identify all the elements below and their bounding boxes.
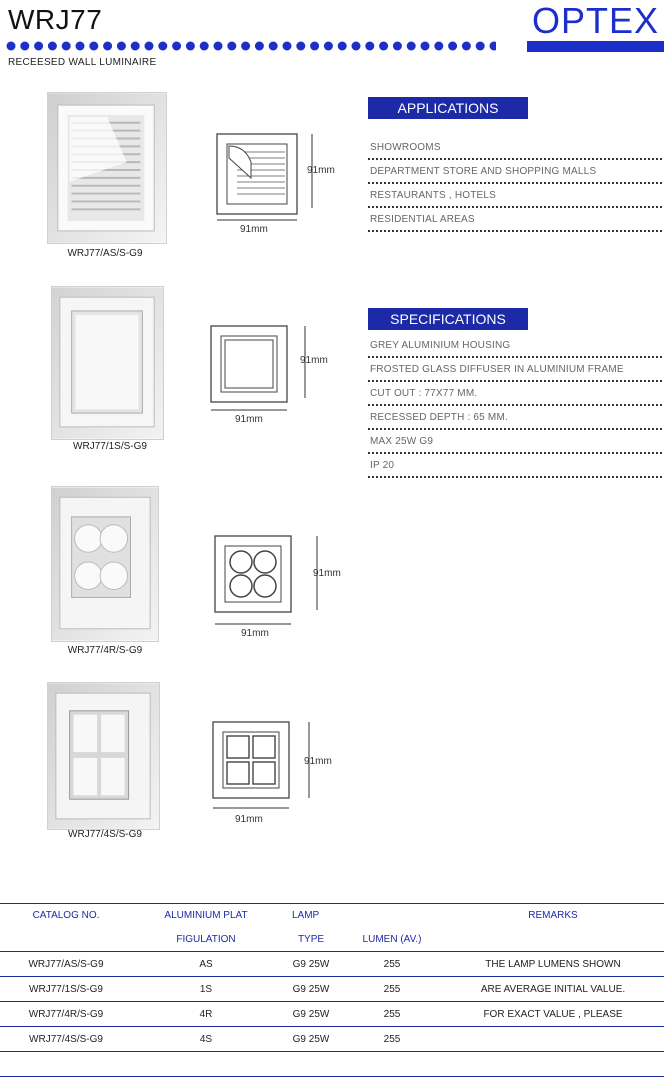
divider-dot — [172, 42, 181, 51]
divider-dot — [476, 42, 485, 51]
divider-dot — [379, 42, 388, 51]
header-cell — [442, 927, 664, 952]
table-cell: 4R — [199, 1008, 213, 1020]
specification-item: MAX 25W G9 — [368, 430, 662, 454]
dim-width: 91mm — [241, 628, 269, 639]
divider-dot — [62, 42, 71, 51]
dim-height: 91mm — [307, 165, 335, 176]
table-row — [0, 1027, 664, 1052]
divider-dot — [269, 42, 278, 51]
header-cell: CATALOG NO. — [32, 909, 100, 921]
application-item: RESTAURANTS , HOTELS — [368, 184, 662, 208]
divider-dot — [283, 42, 292, 51]
table-cell: G9 25W — [292, 983, 330, 995]
table-cell: 4S — [199, 1033, 213, 1045]
table-cell: 1S — [199, 983, 213, 995]
table-cell: WRJ77/4S/S-G9 — [29, 1033, 103, 1045]
table-cell: G9 25W — [292, 1033, 330, 1045]
product-caption: WRJ77/4S/S-G9 — [68, 829, 142, 840]
dim-width: 91mm — [240, 224, 268, 235]
divider-dot — [7, 42, 16, 51]
application-item: RESIDENTIAL AREAS — [368, 208, 662, 232]
specification-item: GREY ALUMINIUM HOUSING — [368, 334, 662, 358]
divider-dot — [462, 42, 471, 51]
product-photo-louvre — [47, 92, 167, 244]
product-photo-single — [51, 286, 164, 440]
dot-divider — [6, 41, 496, 51]
header-cell: REMARKS — [528, 909, 578, 921]
brand-bar — [527, 41, 664, 52]
table-row — [0, 952, 664, 977]
dimension-drawing-square4 — [205, 712, 350, 827]
applications-heading: APPLICATIONS — [368, 97, 528, 119]
specification-item: FROSTED GLASS DIFFUSER IN ALUMINIUM FRAME — [368, 358, 662, 382]
table-cell: 255 — [383, 1033, 401, 1045]
divider-dot — [490, 42, 497, 51]
table-cell: G9 25W — [292, 958, 330, 970]
dimension-drawing-louvre — [205, 118, 350, 238]
divider-dot — [89, 42, 98, 51]
header-cell: LUMEN (AV.) — [362, 933, 422, 945]
divider-dot — [255, 42, 264, 51]
header-cell: LAMP — [292, 909, 320, 921]
dim-height: 91mm — [313, 568, 341, 579]
table-cell: WRJ77/4R/S-G9 — [28, 1008, 104, 1020]
header-cell: TYPE — [297, 933, 325, 945]
product-photo-square4 — [47, 682, 160, 830]
page-subtitle: RECEESED WALL LUMINAIRE — [8, 57, 157, 68]
divider-dot — [352, 42, 361, 51]
product-photo-round4 — [51, 486, 159, 642]
table-cell: G9 25W — [292, 1008, 330, 1020]
table-cell: THE LAMP LUMENS SHOWN — [485, 958, 621, 970]
specification-item: IP 20 — [368, 454, 662, 478]
dim-width: 91mm — [235, 414, 263, 425]
divider-dot — [186, 42, 195, 51]
table-cell: 255 — [383, 983, 401, 995]
specification-item: RECESSED DEPTH : 65 MM. — [368, 406, 662, 430]
specification-item: CUT OUT : 77X77 MM. — [368, 382, 662, 406]
divider-dot — [34, 42, 43, 51]
table-cell: FOR EXACT VALUE , PLEASE — [483, 1008, 623, 1020]
divider-dot — [338, 42, 347, 51]
table-cell: ARE AVERAGE INITIAL VALUE. — [480, 983, 626, 995]
table-row — [0, 977, 664, 1002]
dim-height: 91mm — [304, 756, 332, 767]
divider-dot — [48, 42, 57, 51]
divider-dot — [393, 42, 402, 51]
product-caption: WRJ77/4R/S-G9 — [67, 645, 143, 656]
table-header-row — [0, 903, 664, 927]
catalog-table — [0, 903, 664, 1077]
table-header-row — [0, 927, 664, 952]
header-cell — [0, 927, 132, 952]
header-cell: ALUMINIUM PLAT — [164, 909, 248, 921]
divider-dot — [421, 42, 430, 51]
divider-dot — [296, 42, 305, 51]
application-item: DEPARTMENT STORE AND SHOPPING MALLS — [368, 160, 662, 184]
header-cell: FIGULATION — [176, 933, 236, 945]
dim-width: 91mm — [235, 814, 263, 825]
divider-dot — [117, 42, 126, 51]
application-item: SHOWROOMS — [368, 136, 662, 160]
table-cell: 255 — [383, 1008, 401, 1020]
dimension-drawing-single — [205, 318, 350, 428]
divider-dot — [365, 42, 374, 51]
divider-dot — [407, 42, 416, 51]
page-title: WRJ77 — [8, 4, 103, 35]
divider-dot — [227, 42, 236, 51]
dimension-drawing-round4 — [205, 528, 355, 643]
divider-dot — [20, 42, 29, 51]
table-cell: 255 — [383, 958, 401, 970]
divider-dot — [131, 42, 140, 51]
divider-dot — [241, 42, 250, 51]
table-cell: WRJ77/AS/S-G9 — [28, 958, 104, 970]
table-cell — [442, 1027, 664, 1052]
specifications-heading: SPECIFICATIONS — [368, 308, 528, 330]
divider-dot — [158, 42, 167, 51]
table-row — [0, 1052, 664, 1077]
divider-dot — [214, 42, 223, 51]
table-cell: WRJ77/1S/S-G9 — [29, 983, 103, 995]
product-caption: WRJ77/AS/S-G9 — [67, 248, 143, 259]
divider-dot — [434, 42, 443, 51]
specifications-list — [368, 334, 662, 478]
dim-height: 91mm — [300, 355, 328, 366]
divider-dot — [145, 42, 154, 51]
table-cell: AS — [199, 958, 213, 970]
applications-list — [368, 136, 662, 232]
product-caption: WRJ77/1S/S-G9 — [73, 441, 147, 452]
divider-dot — [76, 42, 85, 51]
divider-dot — [200, 42, 209, 51]
divider-dot — [103, 42, 112, 51]
table-row — [0, 1002, 664, 1027]
divider-dot — [448, 42, 457, 51]
divider-dot — [324, 42, 333, 51]
brand-logo: OPTEX — [532, 0, 660, 41]
divider-dot — [310, 42, 319, 51]
